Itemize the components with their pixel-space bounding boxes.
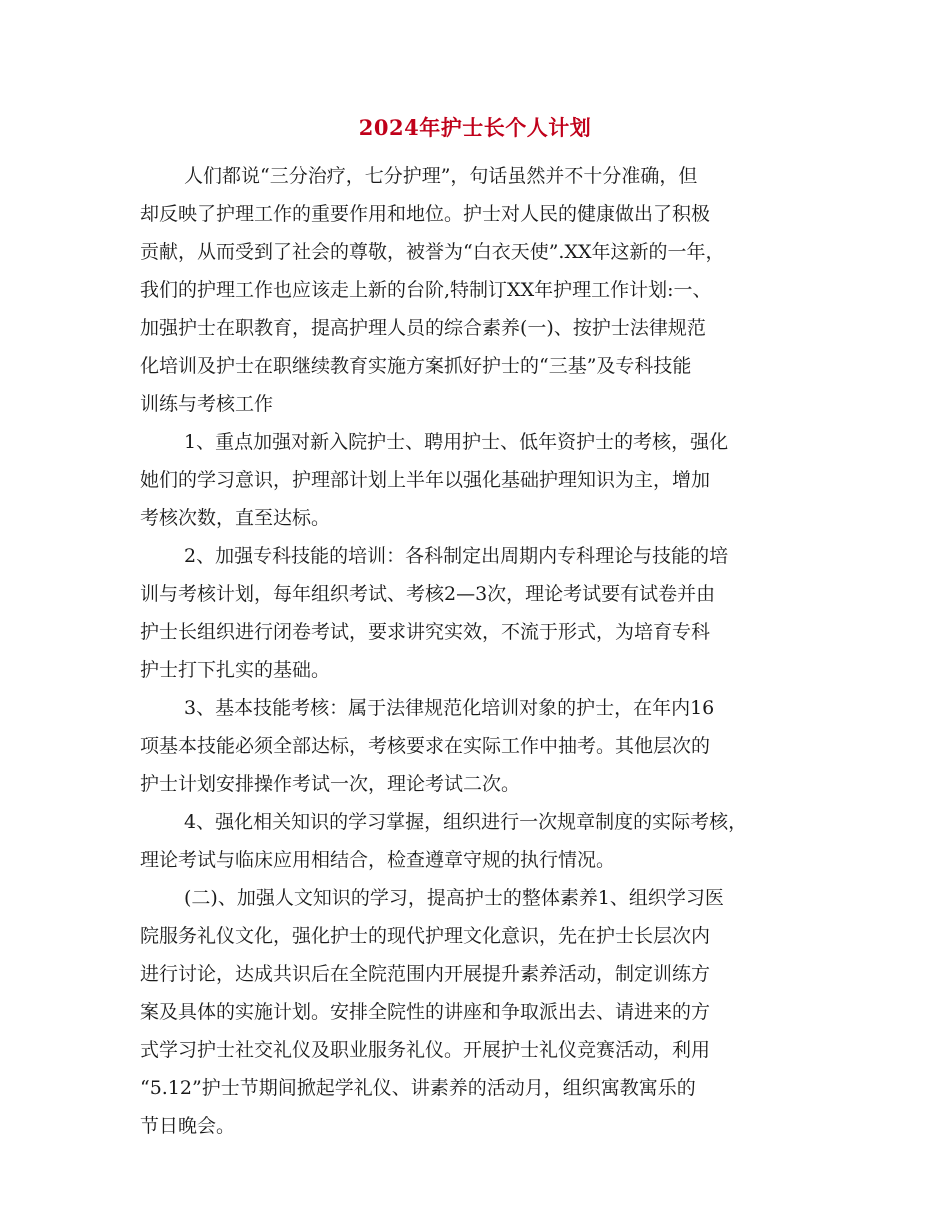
text-line: 4、强化相关知识的学习掌握，组织进行一次规章制度的实际考核， [184,811,748,833]
text-line: (二)、加强人文知识的学习，提高护士的整体素养1、组织学习医 [184,887,724,909]
paragraph-intro [140,157,830,423]
paragraph-item-1 [140,423,830,537]
text-line: 加强护士在职教育，提高护理人员的综合素养(一)、按护士法律规范 [140,317,706,339]
text-line: 节日晚会。 [140,1115,236,1137]
document-body [140,157,830,1145]
text-line: 进行讨论，达成共识后在全院范围内开展提升素养活动，制定训练方 [140,963,711,985]
text-line: 案及具体的实施计划。安排全院性的讲座和争取派出去、请进来的方 [140,1001,711,1023]
text-line: 化培训及护士在职继续教育实施方案抓好护士的“三基”及专科技能 [140,355,692,377]
text-line: 训与考核计划，每年组织考试、考核2—3次，理论考试要有试卷并由 [140,583,716,605]
text-line: 式学习护士社交礼仪及职业服务礼仪。开展护士礼仪竞赛活动，利用 [140,1039,711,1061]
paragraph-item-3 [140,689,830,803]
text-line: 护士长组织进行闭卷考试，要求讲究实效，不流于形式，为培育专科 [140,621,711,643]
text-line: 院服务礼仪文化，强化护士的现代护理文化意识，先在护士长层次内 [140,925,711,947]
text-line: 理论考试与临床应用相结合，检查遵章守规的执行情况。 [140,849,616,871]
paragraph-item-4 [140,803,830,879]
text-line: 1、重点加强对新入院护士、聘用护士、低年资护士的考核，强化 [184,431,729,453]
text-line: 贡献，从而受到了社会的尊敬，被誉为“白衣天使”.XX年这新的一年， [140,241,725,263]
paragraph-section-2 [140,879,830,1145]
text-line: 2、加强专科技能的培训：各科制定出周期内专科理论与技能的培 [184,545,729,567]
text-line: 护士计划安排操作考试一次，理论考试二次。 [140,773,521,795]
text-line: 考核次数，直至达标。 [140,507,331,529]
text-line: 护士打下扎实的基础。 [140,659,331,681]
text-line: 训练与考核工作 [140,393,274,415]
text-line: 项基本技能必须全部达标，考核要求在实际工作中抽考。其他层次的 [140,735,711,757]
text-line: 3、基本技能考核：属于法律规范化培训对象的护士，在年内16 [184,697,715,719]
paragraph-item-2 [140,537,830,689]
text-line: 人们都说“三分治疗，七分护理”，句话虽然并不十分准确，但 [184,165,698,187]
text-line: 她们的学习意识，护理部计划上半年以强化基础护理知识为主，增加 [140,469,711,491]
document-title: 2024年护士长个人计划 [358,115,592,140]
text-line: 却反映了护理工作的重要作用和地位。护士对人民的健康做出了积极 [140,203,711,225]
text-line: “5.12”护士节期间掀起学礼仪、讲素养的活动月，组织寓教寓乐的 [140,1077,696,1099]
text-line: 我们的护理工作也应该走上新的台阶,特制订XX年护理工作计划:一、 [140,279,712,301]
